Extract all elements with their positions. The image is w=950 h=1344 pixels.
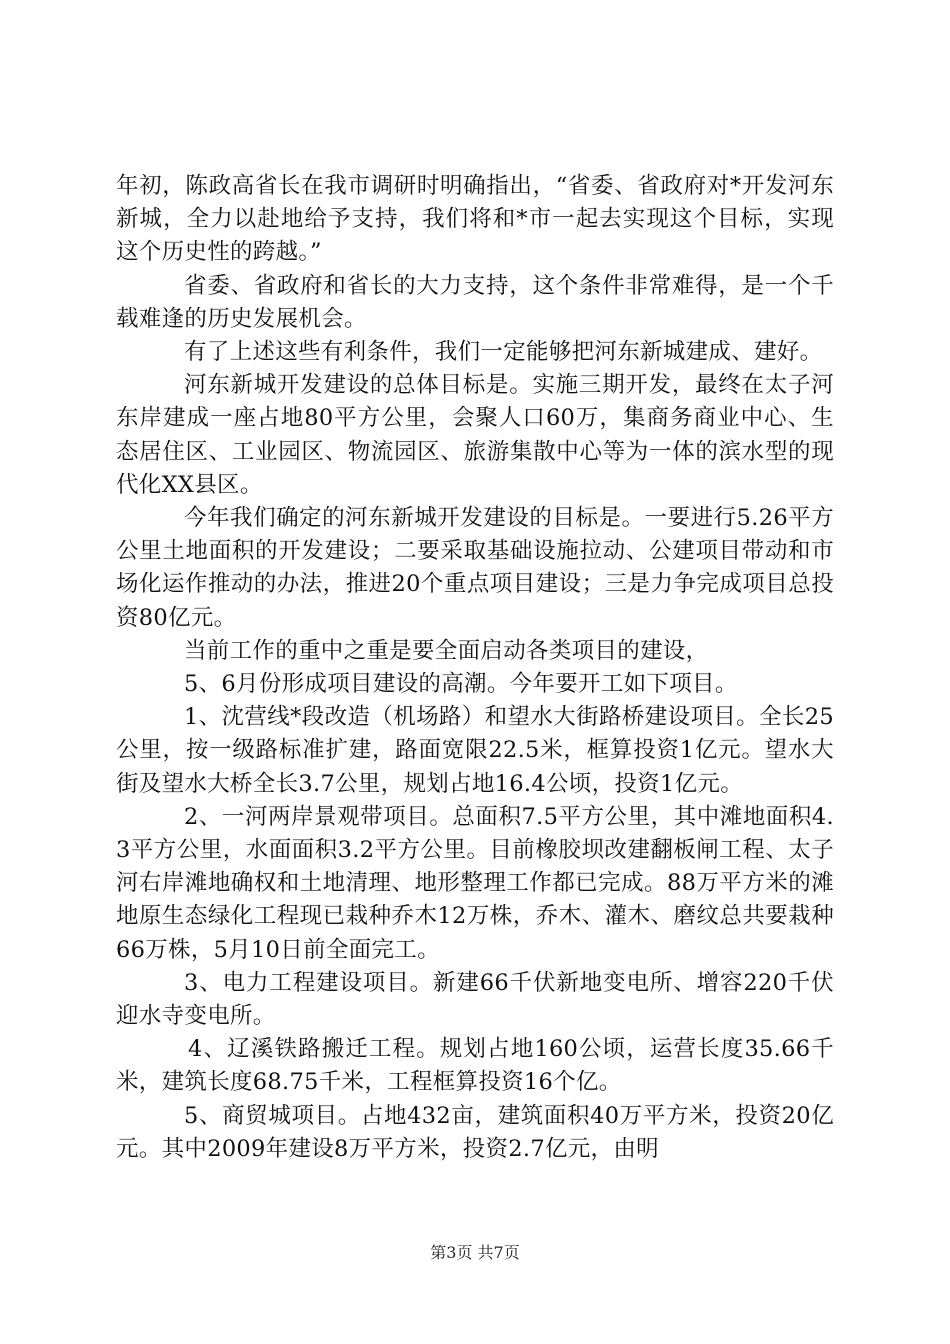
paragraph-6: 当前工作的重中之重是要全面启动各类项目的建设， bbox=[184, 637, 709, 664]
paragraph-11: 4、辽溪铁路搬迁工程。规划占地160公顷，运营长度35.66千米，建筑长度68.75千米，工程框算投资16个亿。 bbox=[116, 1036, 834, 1096]
paragraph-1: 年初，陈政高省长在我市调研时明确指出，“省委、省政府对*开发河东新城，全力以赴地给予支持，我们将和*市一起去实现这个目标，实现这个历史性的跨越。” bbox=[116, 173, 834, 266]
paragraph-2: 省委、省政府和省长的大力支持，这个条件非常难得，是一个千载难逢的历史发展机会。 bbox=[116, 272, 834, 332]
paragraph-5: 今年我们确定的河东新城开发建设的目标是。一要进行5.26平方公里土地面积的开发建设；二要采取基础设施拉动、公建项目带动和市场化运作推动的办法，推进20个重点项目建设；三是力争完成项目总投资80亿元。 bbox=[116, 505, 834, 631]
paragraph-4: 河东新城开发建设的总体目标是。实施三期开发，最终在太子河东岸建成一座占地80平方公里，会聚人口60万，集商务商业中心、生态居住区、工业园区、物流园区、旅游集散中心等为一体的滨水型的现代化XX县区。 bbox=[116, 372, 834, 498]
paragraph-3: 有了上述这些有利条件，我们一定能够把河东新城建成、建好。 bbox=[184, 339, 823, 366]
paragraph-8: 1、沈营线*段改造（机场路）和望水大街路桥建设项目。全长25公里，按一级路标准扩建，路面宽限22.5米，框算投资1亿元。望水大街及望水大桥全长3.7公里，规划占地16.4公顷，投资1亿元。 bbox=[116, 704, 834, 797]
paragraph-10: 3、电力工程建设项目。新建66千伏新地变电所、增容220千伏迎水寺变电所。 bbox=[116, 969, 834, 1030]
page-footer bbox=[0, 1243, 950, 1263]
page-number-label: 第3页 共7页 bbox=[430, 1243, 520, 1262]
document-body bbox=[116, 170, 834, 1166]
paragraph-12: 5、商贸城项目。占地432亩，建筑面积40万平方米，投资20亿元。其中2009年建设8万平方米，投资2.7亿元，由明 bbox=[116, 1102, 834, 1162]
paragraph-7: 5、6月份形成项目建设的高潮。今年要开工如下项目。 bbox=[184, 671, 738, 698]
paragraph-9: 2、一河两岸景观带项目。总面积7.5平方公里，其中滩地面积4.3平方公里，水面面积3.2平方公里。目前橡胶坝改建翻板闸工程、太子河右岸滩地确权和土地清理、地形整理工作都已完成。88万平方米的滩地原生态绿化工程现已栽种乔木12万株，乔木、灌木、磨纹总共要栽种66万株，5月10日前全面完工。 bbox=[116, 803, 834, 963]
